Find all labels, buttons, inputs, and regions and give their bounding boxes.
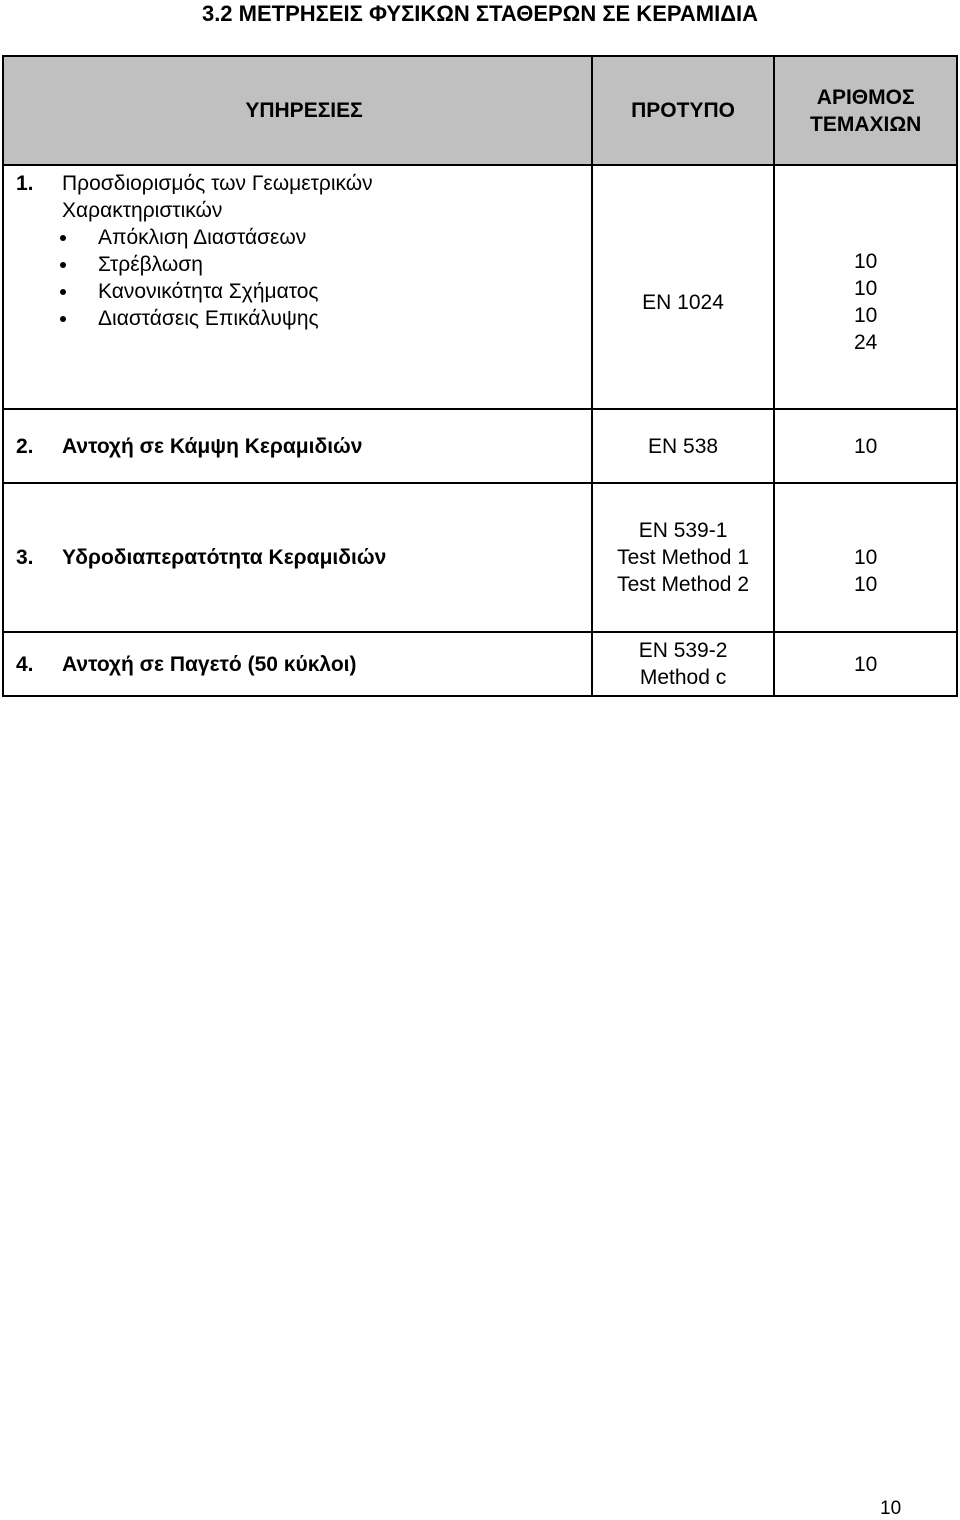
standard-cell: EN 539-1 Test Method 1 Test Method 2 <box>592 483 775 632</box>
service-cell <box>3 409 592 483</box>
quantity-cell: 10 10 10 24 <box>774 165 957 409</box>
row-number: 1. <box>16 172 34 195</box>
quantity-cell: 10 10 <box>774 483 957 632</box>
sub-item-list <box>16 224 591 332</box>
table-header-row <box>3 56 957 165</box>
list-item: Διαστάσεις Επικάλυψης <box>60 305 591 332</box>
list-item: Στρέβλωση <box>60 251 591 278</box>
list-item: Απόκλιση Διαστάσεων <box>60 224 591 251</box>
row-number: 4. <box>16 652 34 676</box>
bullet-icon <box>60 316 66 322</box>
service-cell <box>3 165 592 409</box>
standard-cell: EN 1024 <box>592 165 775 409</box>
table-row <box>3 632 957 696</box>
header-standard: ΠΡΟΤΥΠΟ <box>592 56 775 165</box>
header-quantity-line2: ΤΕΜΑΧΙΩΝ <box>810 112 922 136</box>
service-cell <box>3 483 592 632</box>
quantity-cell: 10 <box>774 409 957 483</box>
service-title-line2: Χαρακτηριστικών <box>62 199 223 222</box>
header-services: ΥΠΗΡΕΣΙΕΣ <box>3 56 592 165</box>
table-row <box>3 409 957 483</box>
row-number: 3. <box>16 546 34 569</box>
header-quantity-line1: ΑΡΙΘΜΟΣ <box>816 85 915 109</box>
service-title: Αντοχή σε Κάμψη Κεραμιδιών <box>62 434 363 458</box>
services-table <box>2 55 958 697</box>
list-item: Κανονικότητα Σχήματος <box>60 278 591 305</box>
table-row <box>3 483 957 632</box>
service-cell <box>3 632 592 696</box>
page-title: 3.2 ΜΕΤΡΗΣΕΙΣ ΦΥΣΙΚΩΝ ΣΤΑΘΕΡΩΝ ΣΕ ΚΕΡΑΜΙΔΙΑ <box>201 1 759 26</box>
service-title: Υδροδιαπερατότητα Κεραμιδιών <box>62 546 387 569</box>
service-title: Αντοχή σε Παγετό (50 κύκλοι) <box>62 652 357 676</box>
standard-cell: EN 538 <box>592 409 775 483</box>
quantity-cell: 10 <box>774 632 957 696</box>
page-number: 10 <box>880 1498 902 1519</box>
bullet-icon <box>60 262 66 268</box>
header-quantity <box>774 56 957 165</box>
standard-cell: EN 539-2 Method c <box>592 632 775 696</box>
bullet-icon <box>60 289 66 295</box>
service-title-line1: Προσδιορισμός των Γεωμετρικών <box>62 172 373 195</box>
table-row <box>3 165 957 409</box>
row-number: 2. <box>16 434 34 458</box>
bullet-icon <box>60 235 66 241</box>
